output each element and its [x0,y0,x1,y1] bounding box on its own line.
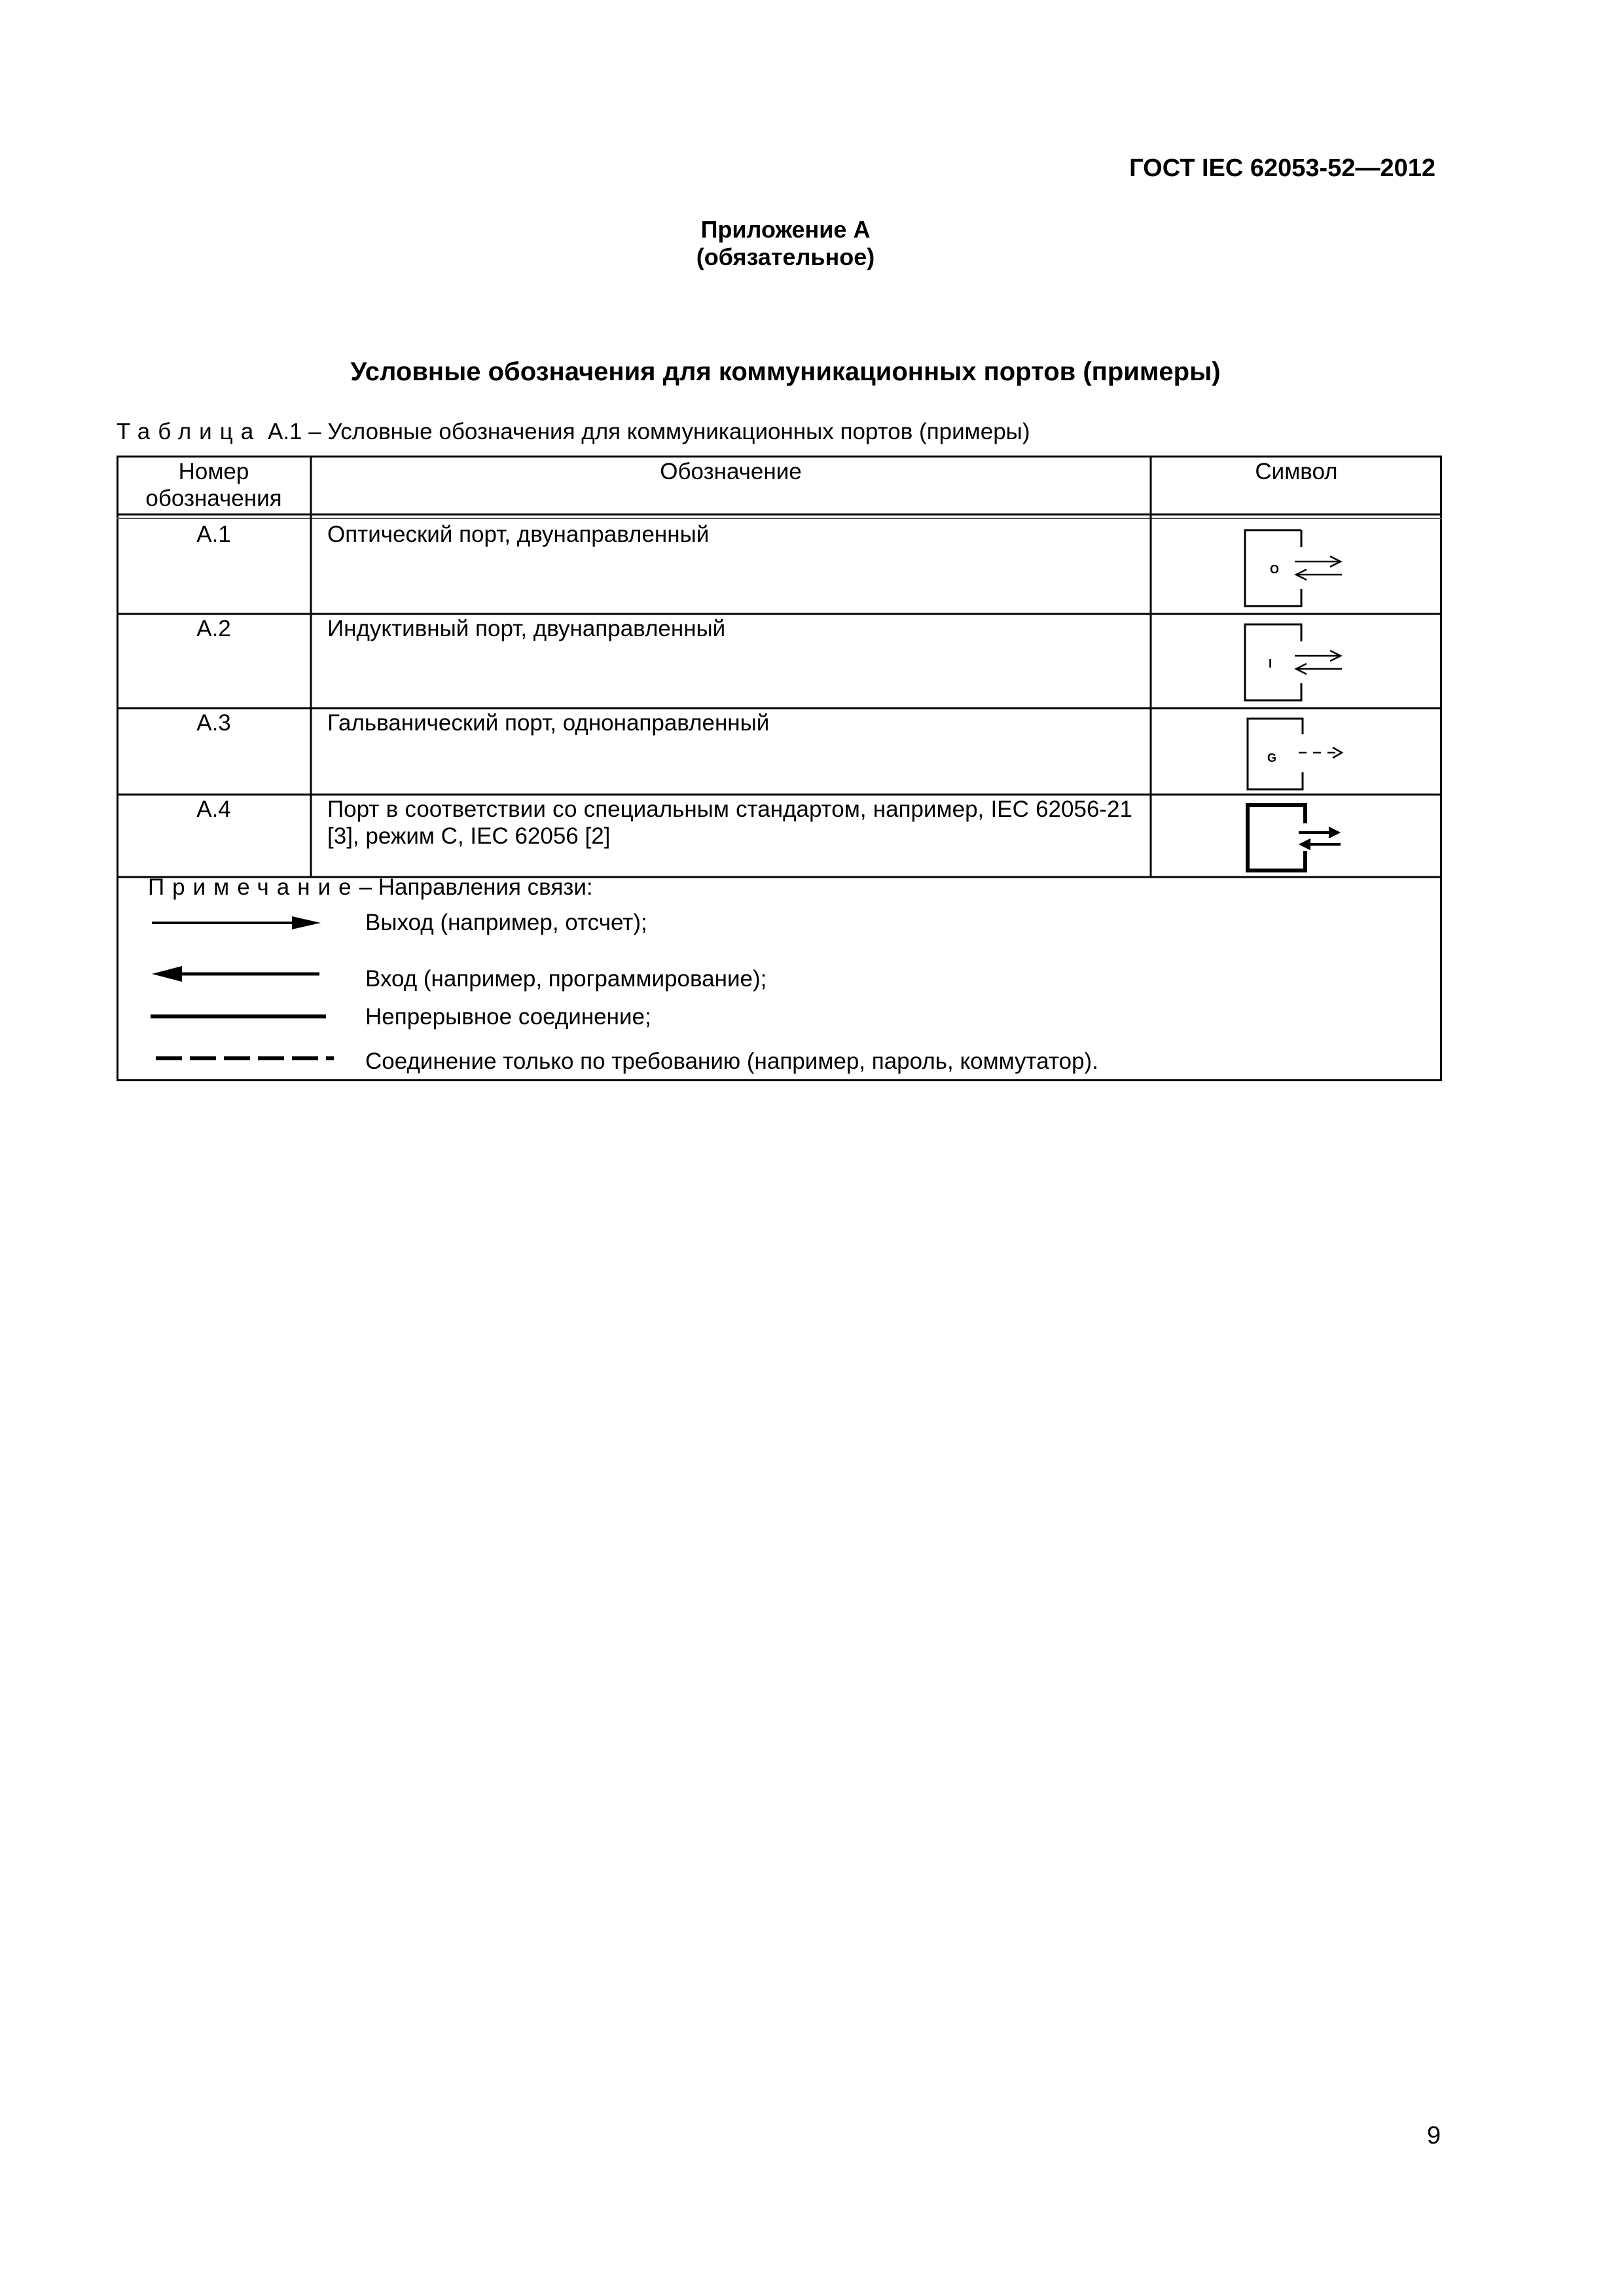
ports-table [117,456,1442,1081]
note-item-on-demand: Соединение только по требованию (например, пароль, коммутатор). [365,1049,1098,1074]
table-note-heading [148,874,593,901]
header-symbol: Символ [1255,459,1338,484]
optical-port-bidirectional-icon [1242,528,1347,609]
annex-heading [0,216,1571,271]
symbol-letter: O [1270,563,1280,576]
note-item-continuous: Непрерывное соединение; [365,1004,651,1030]
galvanic-port-unidirectional-icon [1244,715,1348,793]
row-number: А.3 [196,710,231,736]
symbol-letter: G [1267,751,1277,764]
note-item-output: Выход (например, отсчет); [365,910,647,935]
document-code: ГОСТ IEC 62053-52—2012 [1129,154,1435,182]
dashed-line-icon [154,1049,338,1068]
table-caption [117,419,1030,445]
row-designation: Гальванический порт, однонаправленный [327,710,770,736]
inductive-port-bidirectional-icon [1242,622,1347,703]
table-caption-label: Таблица [117,419,262,444]
table-caption-text: А.1 – Условные обозначения для коммуникационных портов (примеры) [267,419,1030,444]
row-designation: Порт в соответствии со специальным стандартом, например, IEC 62056-21 [3], режим С, IEC 62056 [2] [327,797,1132,849]
annex-status: (обязательное) [696,243,875,270]
page-number: 9 [1426,2122,1441,2149]
arrow-right-icon [149,911,333,935]
note-label: Примечание [148,874,359,900]
solid-line-icon [149,1007,333,1026]
row-number: А.2 [196,616,231,641]
header-number: Номер обозначения [145,459,282,511]
row-number: А.4 [196,797,231,822]
row-number: А.1 [196,522,231,547]
symbol-letter: I [1269,657,1272,670]
note-text: – Направления связи: [359,874,593,900]
note-item-input: Вход (например, программирование); [365,966,767,992]
header-designation: Обозначение [660,459,802,484]
section-title: Условные обозначения для коммуникационных портов (примеры) [350,357,1221,386]
row-designation: Индуктивный порт, двунаправленный [327,616,726,641]
special-standard-port-icon [1242,800,1347,876]
arrow-left-icon [143,962,326,986]
row-designation: Оптический порт, двунаправленный [327,522,710,547]
annex-title: Приложение А [700,216,871,243]
